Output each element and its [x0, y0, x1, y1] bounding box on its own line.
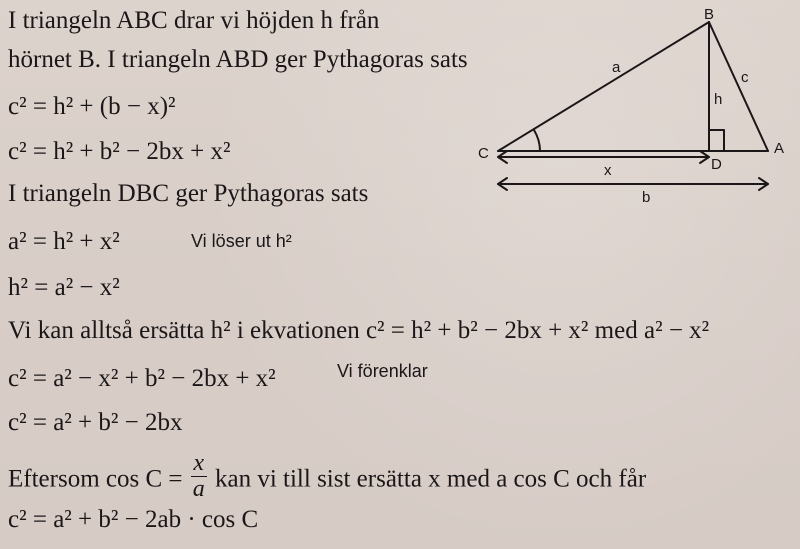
fraction-denominator: a — [192, 476, 205, 503]
vertex-label-b: B — [704, 6, 715, 23]
note-solve-h: Vi löser ut h² — [191, 231, 292, 251]
text-line-4: Vi kan alltså ersätta h² i ekvationen c² = h² + b² − 2bx + x² med a² − x² — [8, 317, 710, 344]
side-label-a: a — [612, 59, 621, 76]
vertex-label-a: A — [774, 140, 785, 157]
note-simplify: Vi förenklar — [337, 361, 428, 381]
text-line-5 — [8, 450, 647, 506]
equation-3: a² = h² + x² — [8, 228, 120, 255]
equation-4: h² = a² − x² — [8, 274, 120, 301]
vertex-label-c: C — [478, 145, 489, 162]
equation-6: c² = a² + b² − 2bx — [8, 409, 183, 436]
line5-prefix: Eftersom cos C = — [8, 465, 183, 493]
fraction-x-over-a — [191, 451, 207, 502]
right-angle-marker — [709, 130, 724, 151]
equation-2: c² = h² + b² − 2bx + x² — [8, 138, 231, 165]
height-label-h: h — [714, 91, 723, 108]
triangle-svg — [468, 0, 800, 220]
equation-1: c² = h² + (b − x)² — [8, 93, 176, 120]
angle-c-arc — [534, 130, 540, 151]
equation-5: c² = a² − x² + b² − 2bx + x² — [8, 365, 276, 392]
text-line-1: I triangeln ABC drar vi höjden h från — [8, 7, 380, 34]
side-label-c: c — [741, 69, 749, 86]
side-c — [709, 22, 768, 151]
equation-7: c² = a² + b² − 2ab · cos C — [8, 506, 259, 533]
segment-label-x: x — [604, 162, 612, 179]
line5-suffix: kan vi till sist ersätta x med a cos C och får — [215, 465, 647, 493]
text-line-3: I triangeln DBC ger Pythagoras sats — [8, 180, 369, 207]
segment-label-b: b — [642, 189, 651, 206]
side-a — [498, 22, 709, 151]
point-label-d: D — [711, 156, 722, 173]
fraction-numerator: x — [191, 451, 207, 477]
triangle-diagram — [468, 0, 800, 220]
text-line-2: hörnet B. I triangeln ABD ger Pythagoras sats — [8, 46, 468, 73]
